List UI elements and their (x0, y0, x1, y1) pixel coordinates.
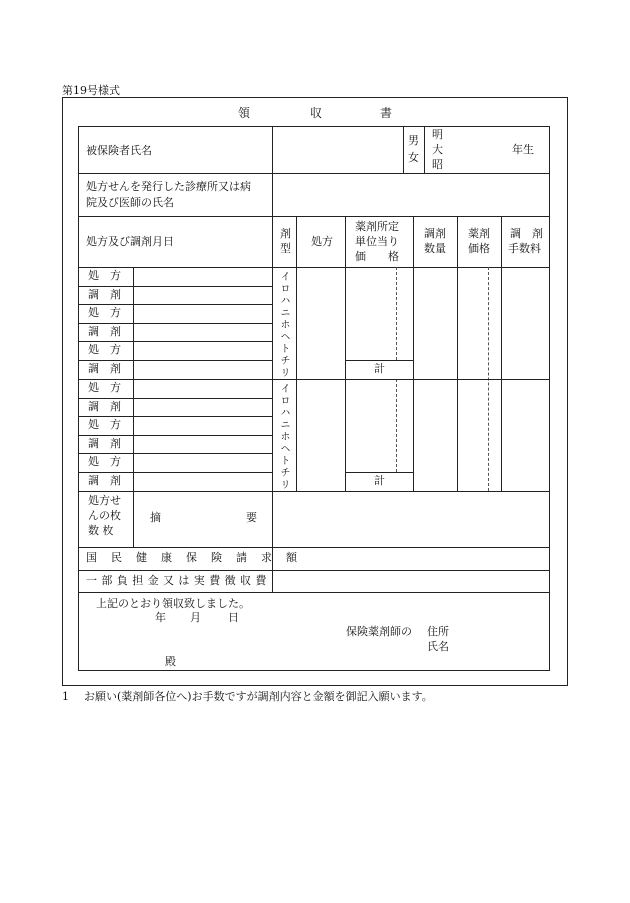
subtotal-label-1: 計 (374, 362, 385, 375)
era-taisho: 大 (432, 143, 443, 156)
fee-col-1: 調 剤 (510, 227, 543, 240)
receipt-text: 上記のとおり領収致しました。 (96, 597, 250, 610)
footnote-number: 1 (62, 690, 69, 703)
copay-label: 一部負担金又は実費徴収費 (86, 574, 271, 587)
era-showa: 昭 (432, 158, 443, 171)
fee-col-2: 手数料 (508, 242, 541, 255)
title-char-3: 書 (380, 106, 393, 120)
claim-label: 国民健康保険請求額 (86, 551, 311, 564)
sex-male: 男 (408, 134, 419, 147)
prescription-col: 処方 (311, 235, 333, 248)
title-char-2: 収 (310, 106, 323, 120)
type-col-2: 型 (280, 242, 291, 255)
row-label: 処 方 (88, 343, 121, 356)
quantity-col-1: 調剤 (424, 227, 446, 240)
honorific: 殿 (165, 655, 176, 668)
date-year: 年 (155, 611, 166, 624)
row-label: 調 剤 (88, 437, 121, 450)
clinic-label-line2: 院及び医師の氏名 (86, 196, 174, 209)
birth-year-suffix: 年生 (512, 143, 534, 156)
row-label: 調 剤 (88, 474, 121, 487)
subtotal-label-2: 計 (374, 474, 385, 487)
address-label: 住所 (427, 625, 449, 638)
clinic-label-line1: 処方せんを発行した診療所又は病 (86, 180, 251, 193)
name-label: 氏名 (427, 640, 449, 653)
row-label: 処 方 (88, 418, 121, 431)
type-col-1: 剤 (280, 227, 291, 240)
unit-price-col-2: 単位当り (355, 235, 399, 248)
drug-price-col-2: 価格 (468, 242, 490, 255)
row-label: 処 方 (88, 381, 121, 394)
date-label: 処方及び調剤月日 (86, 235, 174, 248)
era-meiji: 明 (432, 128, 443, 141)
quantity-col-2: 数量 (424, 242, 446, 255)
abstract-label-1: 摘 (150, 511, 161, 524)
sheets-label-1: 処方せ (88, 494, 121, 507)
abstract-label-2: 要 (246, 511, 257, 524)
pharmacist-label: 保険薬剤師の (346, 625, 412, 638)
date-day: 日 (228, 611, 239, 624)
insured-name-label: 被保険者氏名 (86, 144, 152, 157)
row-label: 調 剤 (88, 325, 121, 338)
unit-price-col-3: 価 格 (355, 250, 399, 263)
dosage-forms-1: イロハニホヘトチリ (278, 271, 289, 379)
sex-female: 女 (408, 151, 419, 164)
row-label: 処 方 (88, 269, 121, 282)
title-char-1: 領 (238, 106, 251, 120)
sheets-label-3: 数 枚 (88, 524, 114, 537)
row-label: 調 剤 (88, 400, 121, 413)
drug-price-col-1: 薬剤 (468, 227, 490, 240)
row-label: 調 剤 (88, 362, 121, 375)
row-label: 調 剤 (88, 288, 121, 301)
row-label: 処 方 (88, 306, 121, 319)
footnote: お願い(薬剤師各位へ)お手数ですが調剤内容と金額を御記入願います。 (84, 690, 433, 703)
form-number: 第19号様式 (62, 84, 120, 97)
unit-price-col-1: 薬剤所定 (355, 220, 399, 233)
row-label: 処 方 (88, 455, 121, 468)
date-month: 月 (190, 611, 201, 624)
sheets-label-2: んの枚 (88, 509, 121, 522)
dosage-forms-2: イロハニホヘトチリ (278, 383, 289, 491)
